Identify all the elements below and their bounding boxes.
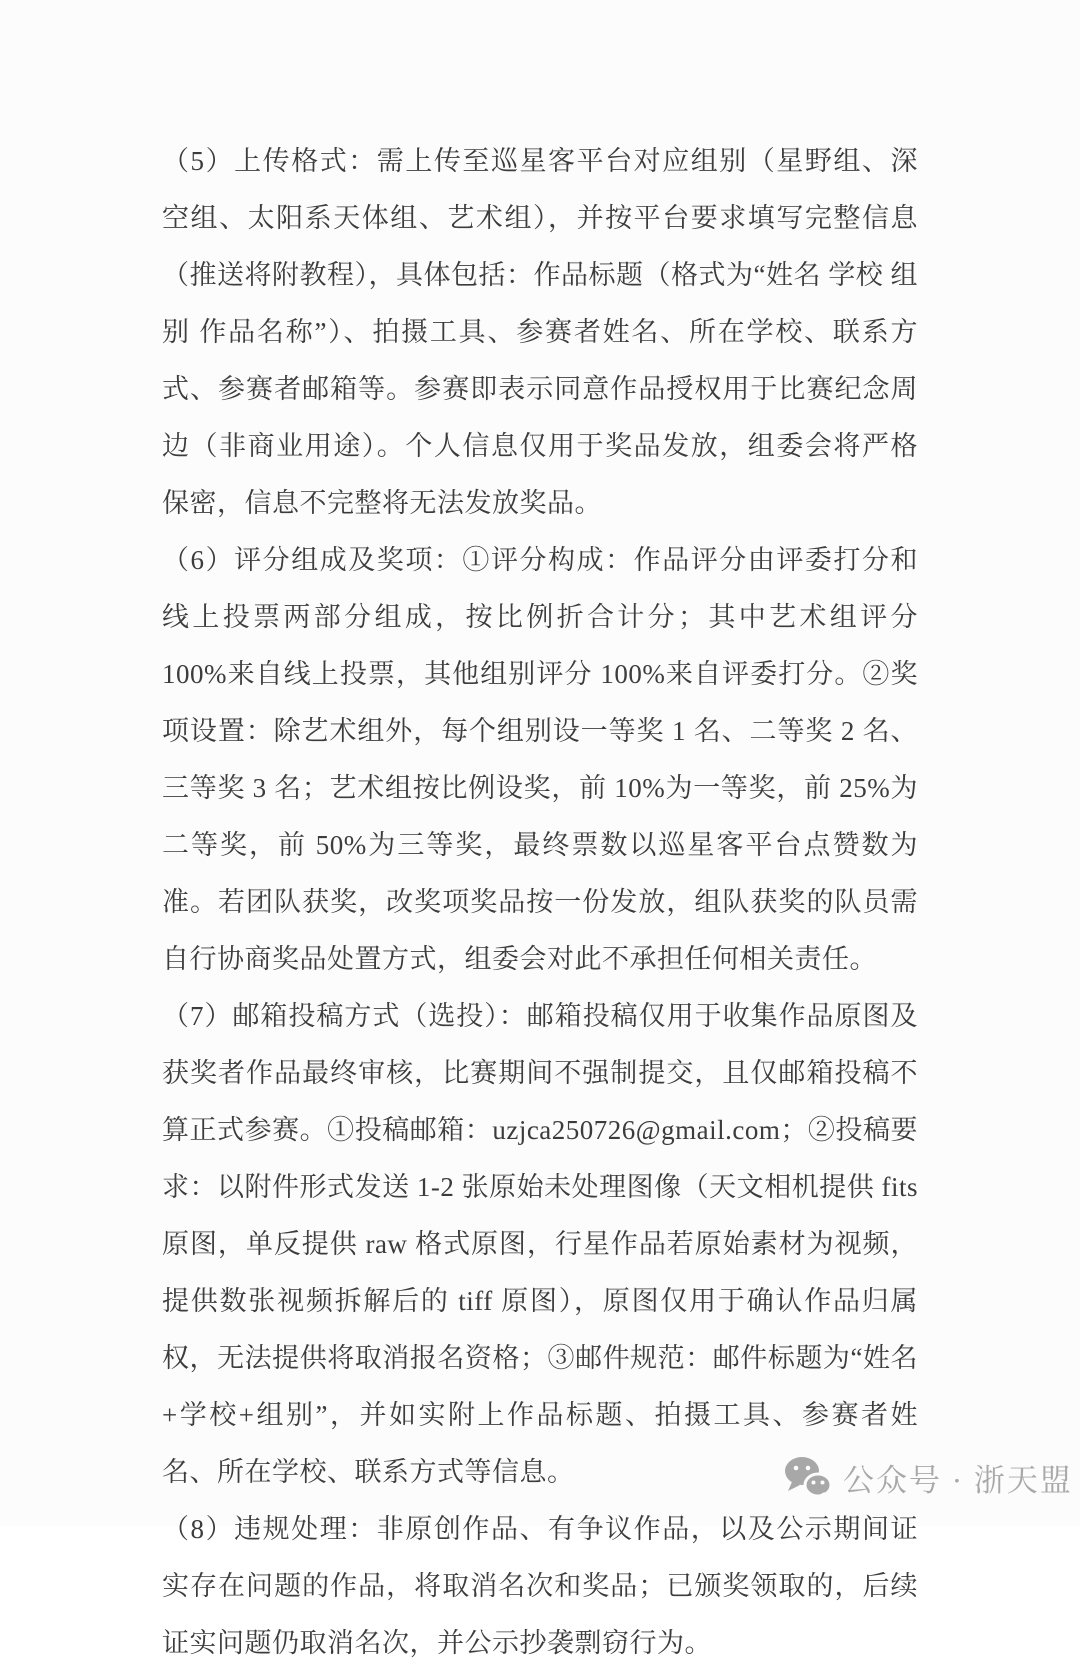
paragraph-rule-8: （8）违规处理：非原创作品、有争议作品，以及公示期间证实存在问题的作品，将取消名次和奖品；已颁奖领取的，后续证实问题仍取消名次，并公示抄袭剽窃行为。 [162, 1514, 918, 1658]
document-body [162, 133, 918, 1672]
wechat-icon [784, 1456, 832, 1500]
watermark-label: 公众号 · 浙天盟 [843, 1463, 1073, 1498]
wechat-watermark [784, 1455, 1073, 1500]
paragraph-rule-6: （6）评分组成及奖项：①评分构成：作品评分由评委打分和线上投票两部分组成，按比例折合计分；其中艺术组评分 100%来自线上投票，其他组别评分 100%来自评委打分。②奖项设置：除艺术组外，每个组别设一等奖 1 名、二等奖 2 名、三等奖 3 名；艺术组按比例设奖，前 10%为一等奖，前 25%为二等奖，前 50%为三等奖，最终票数以巡星客平台点赞数为准。若团队获奖，改奖项奖品按一份发放，组队获奖的队员需自行协商奖品处置方式，组委会对此不承担任何相关责任。 [162, 545, 918, 974]
paragraph-rule-7: （7）邮箱投稿方式（选投）：邮箱投稿仅用于收集作品原图及获奖者作品最终审核，比赛期间不强制提交，且仅邮箱投稿不算正式参赛。①投稿邮箱：uzjca250726@gmail.com；②投稿要求：以附件形式发送 1-2 张原始未处理图像（天文相机提供 fits 原图，单反提供 raw 格式原图，行星作品若原始素材为视频，提供数张视频拆解后的 tiff 原图），原图仅用于确认作品归属权，无法提供将取消报名资格；③邮件规范：邮件标题为“姓名+学校+组别”，并如实附上作品标题、拍摄工具、参赛者姓名、所在学校、联系方式等信息。 [162, 1001, 918, 1487]
paragraph-rule-5: （5）上传格式：需上传至巡星客平台对应组别（星野组、深空组、太阳系天体组、艺术组），并按平台要求填写完整信息（推送将附教程），具体包括：作品标题（格式为“姓名 学校 组别 作品名称”）、拍摄工具、参赛者姓名、所在学校、联系方式、参赛者邮箱等。参赛即表示同意作品授权用于比赛纪念周边（非商业用途）。个人信息仅用于奖品发放，组委会将严格保密，信息不完整将无法发放奖品。 [162, 146, 918, 518]
